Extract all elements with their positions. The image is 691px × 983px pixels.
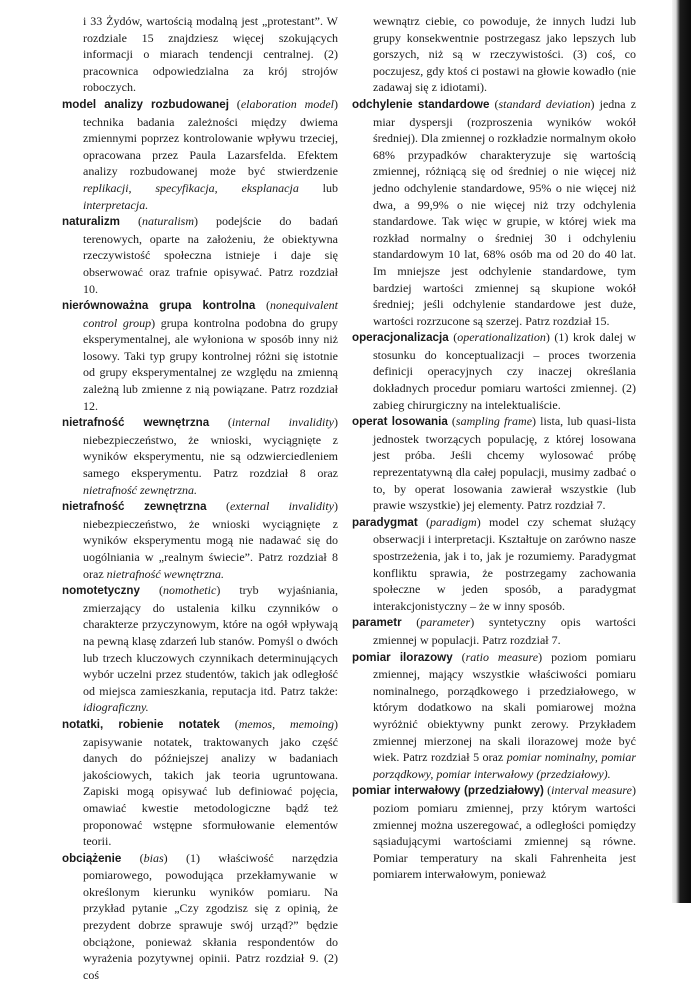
entry-connector: lub <box>322 180 338 195</box>
entry-definition: syntetyczny opis wartości zmiennej w populacji. Patrz rozdział 7. <box>373 615 636 647</box>
entry-original-term: elaboration model <box>240 96 335 111</box>
entry-original-term: naturalism <box>142 214 195 229</box>
entry-original-term: internal invalidity <box>231 415 334 430</box>
entry-term: nierównoważna grupa kontrolna <box>62 299 256 313</box>
entry-original-term: nonequivalent control group <box>83 298 338 330</box>
entry-term: naturalizm <box>62 215 120 229</box>
glossary-entry-parametr: parametr (parameter) syntetyczny opis wartości zmiennej w populacji. Patrz rozdział 7. <box>352 615 636 647</box>
entry-definition: niebezpieczeństwo, że wnioski wyciągnięte z wyników eksperymentu mogą nie nadawać się do uogólniania w „realnym świecie”. Patrz rozdział 8 oraz <box>83 516 338 581</box>
entry-definition: lista, lub quasi-lista jednostek tworzących populację, z której losowana jest próba. Jeśli chcemy wylosować próbę reprezentatywną dla całej populacji, musimy zadbać o to, by operat losowania zawierał wszystkie (lub prawie wszystkie) jej elementy. Patrz rozdział 7. <box>373 414 637 513</box>
entry-definition: niebezpieczeństwo, że wnioski, wyciągnięte z wyników eksperymentu, nie są odzwierciedleniem samego eksperymentu. Patrz rozdział 8 oraz <box>83 432 338 481</box>
entry-original-term: parameter <box>420 615 471 630</box>
entry-term: operacjonalizacja <box>352 331 449 345</box>
entry-original-term: bias <box>143 850 164 865</box>
entry-term: paradygmat <box>352 515 418 529</box>
entry-definition: model czy schemat służący obserwacji i interpretacji. Kształtuje on zarówno nasze spostrzeżenia, jak i to, jak je rozumiemy. Paradygmat konfliktu sprawia, że postrzegamy zachowania społeczne w jeden sposób, a paradygmat interakcjonistyczny – że w inny sposób. <box>373 514 636 613</box>
entry-term: model analizy rozbudowanej <box>62 97 229 111</box>
entry-definition: tryb wyjaśniania, zmierzający do ustalenia kilku czynników o charakterze przyczynowym, które na ogół wpływają na pewną klasę zdarzeń lub stanów. Pomyśl o dwóch lub trzech kluczowych czynnikach determinujących wybór uczelni przez studentów, takich jak odległość od miejsca zamieszkania, reputacja itd. Patrz także: <box>83 583 339 698</box>
glossary-entry-nietrafnosc-zewnetrzna: nietrafność zewnętrzna (external invalidity) niebezpieczeństwo, że wnioski wyciągnięte z wyników eksperymentu mogą nie nadawać się do uogólniania w „realnym świecie”. Patrz rozdział 8 oraz nietrafność wewnętrzna. <box>62 499 339 581</box>
entry-original-term: external invalidity <box>229 499 335 514</box>
glossary-entry-operat-losowania: operat losowania (sampling frame) lista, lub quasi-lista jednostek tworzących populację, z której losowana jest próba. Jeśli chcemy wylosować próbę reprezentatywną dla całej populacji, musimy zadbać o to, by operat losowania zawierał wszystkie (lub prawie wszystkie) jej elementy. Patrz rozdział 7. <box>352 414 637 513</box>
entry-term: nietrafność zewnętrzna <box>62 500 207 514</box>
entry-term: nietrafność wewnętrzna <box>62 416 210 430</box>
entry-definition: jedna z miar dyspersji (rozproszenia wyników wokół średniej). Dla zmiennej o rozkładzie normalnym około 68% przypadków charakteryzuje się wartością zmiennej, różniącą się od średniej o nie więcej niż jedno odchylenie standardowe, 95% o nie więcej niż dwa, a 99,9% o nie więcej niż trzy odchylenia standardowe. Tak więc w grupie, w której wiek ma rozkład normalny o średniej 30 i odchyleniu standardowym 10 lat, 68% osób ma od 20 do 40 lat. Im mniejsze jest odchylenie standardowe, tym bardziej wartości zmiennej są skupione wokół średniej; jeśli odchylenie standardowe jest duże, wartości rozrzucone są szerzej. Patrz rozdział 15. <box>373 96 637 328</box>
entry-original-term: sampling frame <box>455 414 533 429</box>
glossary-entry-nomotetyczny: nomotetyczny (nomothetic) tryb wyjaśniania, zmierzający do ustalenia kilku czynników o charakterze przyczynowym, które na ogół wpływają na pewną klasę zdarzeń lub stanów. Pomyśl o dwóch lub trzech kluczowych czynnikach determinujących wybór uczelni przez studentów, takich jak odległość od miejsca zamieszkania, reputacja itd. Patrz także: idiograficzny. <box>62 583 339 715</box>
entry-term: odchylenie standardowe <box>352 97 490 111</box>
entry-original-term: paradigm <box>430 514 477 529</box>
right-column <box>352 13 636 883</box>
entry-original-term: interval measure <box>551 783 632 798</box>
entry-definition: zapisywanie notatek, traktowanych jako część danych do późniejszej analizy w badaniach jakościowych, takich jak teoria ugruntowana. Zapiski mogą opisywać lub definiować pojęcia, omawiać kwestie metodologiczne bądź też proponować wstępne sformułowanie elementów teorii. <box>83 734 338 849</box>
glossary-entry-nietrafnosc-wewnetrzna: nietrafność wewnętrzna (internal invalidity) niebezpieczeństwo, że wnioski, wyciągnięte z wyników eksperymentu, nie są odzwierciedleniem samego eksperymentu. Patrz rozdział 8 oraz nietrafność zewnętrzna. <box>62 415 338 497</box>
entry-term: notatki, robienie notatek <box>62 717 220 731</box>
entry-see-also: nietrafność wewnętrzna. <box>106 566 224 581</box>
entry-italic-refs: replikacji, specyfikacja, eksplanacja <box>83 180 299 195</box>
entry-definition: poziom pomiaru zmiennej, przy którym wartości zmiennej można uszeregować, a odległości pomiędzy sąsiadującymi wartościami zmiennej są równe. Pomiar temperatury na skali Fahrenheita jest pomiarem interwałowym, ponieważ <box>373 800 636 882</box>
entry-see-also: pomiar nominalny, pomiar porządkowy, pomiar interwałowy (przedziałowy). <box>373 750 636 781</box>
glossary-entry-operacjonalizacja: operacjonalizacja (operationalization) (1) krok dalej w stosunku do konceptualizacji – proces tworzenia definicji operacyjnych czy inaczej określania dokładnych procedur pomiaru wartości zmiennej. (2) zabieg chirurgiczny na intelektualiście. <box>352 330 637 412</box>
glossary-entry-naturalizm: naturalizm (naturalism) podejście do badań terenowych, oparte na założeniu, że obiektywna rzeczywistość społeczna istnieje i daje się obserwować oraz trafnie opisywać. Patrz rozdział 10. <box>62 214 339 296</box>
entry-term: pomiar ilorazowy <box>352 650 453 664</box>
entry-original-term: operationalization <box>457 330 546 345</box>
entry-see-also: nietrafność zewnętrzna. <box>83 482 197 497</box>
entry-continuation: wewnątrz ciebie, co powoduje, że innych ludzi lub grupy konsekwentnie postrzegasz jako lepszych lub gorszych, niż są w rzeczywistości. (3) coś, co poczujesz, gdy ktoś ci postawi na głowie kowadło (nie zadawaj się z idiotami). <box>373 14 636 95</box>
entry-definition: (1) właściwość narzędzia pomiarowego, powodująca przekłamywanie w określonym kierunku wyników pomiaru. Na przykład pytanie „Czy zgodzisz się z opinią, że prezydent dobrze sprawuje swój urząd?” będzie obciążone, ponieważ skłania respondentów do wyrażenia pozytywnej opinii. Patrz rozdział 9. (2) coś <box>83 850 338 982</box>
entry-definition: podejście do badań terenowych, oparte na założeniu, że obiektywna rzeczywistość społeczna istnieje i daje się obserwować oraz trafnie opisywać. Patrz rozdział 10. <box>83 214 339 296</box>
entry-original-term: memos, memoing <box>238 716 334 731</box>
entry-original-term: standard deviation <box>498 96 591 111</box>
entry-term: nomotetyczny <box>62 584 140 598</box>
entry-definition: grupa kontrolna podobna do grupy eksperymentalnej, ale wyłoniona w sposób inny niż losowy. Taki typ grupy kontrolnej różni się istotnie od grupy eksperymentalnej ze względu na zmienną zależną lub zmienne z nią powiązane. Patrz rozdział 12. <box>83 315 339 413</box>
entry-term: obciążenie <box>62 851 122 865</box>
entry-definition: poziom pomiaru zmiennej, mający wszystkie właściwości pomiaru nominalnego, porządkowego i przedziałowego, w którym dodatkowo na skali pomiarowej można wyróżnić obiektywny punkt zerowy. Przykładem zmiennej mierzonej na skali ilorazowej może być wiek. Patrz rozdział 5 oraz <box>373 649 637 765</box>
page-edge-shadow <box>672 0 691 903</box>
glossary-entry-notatki: notatki, robienie notatek (memos, memoing) zapisywanie notatek, traktowanych jako część danych do późniejszej analizy w badaniach jakościowych, takich jak teoria ugruntowana. Zapiski mogą opisywać lub definiować pojęcia, omawiać kwestie metodologiczne bądź też proponować wstępne sformułowanie elementów teorii. <box>62 716 338 849</box>
glossary-entry-pomiar-ilorazowy: pomiar ilorazowy (ratio measure) poziom pomiaru zmiennej, mający wszystkie właściwości pomiaru nominalnego, porządkowego i przedziałowego, w którym dodatkowo na skali pomiarowej można wyróżnić obiektywny punkt zerowy. Przykładem zmiennej mierzonej na skali ilorazowej może być wiek. Patrz rozdział 5 oraz pomiar nominalny, pomiar porządkowy, pomiar interwałowy (przedziałowy). <box>352 649 637 781</box>
entry-term: parametr <box>352 616 402 630</box>
glossary-entry-paradygmat: paradygmat (paradigm) model czy schemat służący obserwacji i interpretacji. Kształtuje on zarówno nasze spostrzeżenia, jak i to, jak je rozumiemy. Paradygmat konfliktu sprawia, że postrzegamy zachowania społeczne w jeden sposób, a paradygmat interakcjonistyczny – że w inny sposób. <box>352 514 636 613</box>
glossary-entry-nierownowazna-grupa-kontrolna: nierównoważna grupa kontrolna (nonequivalent control group) grupa kontrolna podobna do grupy eksperymentalnej, ale wyłoniona w sposób inny niż losowy. Taki typ grupy kontrolnej różni się istotnie od grupy eksperymentalnej ze względu na zmienną zależną lub zmienne z nią powiązane. Patrz rozdział 12. <box>62 298 339 413</box>
left-column <box>62 13 338 983</box>
glossary-entry-obciazenie: obciążenie (bias) (1) właściwość narzędzia pomiarowego, powodująca przekłamywanie w określonym kierunku wyników pomiaru. Na przykład pytanie „Czy zgodzisz się z opinią, że prezydent dobrze sprawuje swój urząd?” będzie obciążone, ponieważ skłania respondentów do wyrażenia pozytywnej opinii. Patrz rozdział 9. (2) coś <box>62 850 338 982</box>
entry-tail-ref: interpretacja. <box>83 197 149 212</box>
glossary-entry-pomiar-interwalowy: pomiar interwałowy (przedziałowy) (interval measure) poziom pomiaru zmiennej, przy którym wartości zmiennej można uszeregować, a odległości pomiędzy sąsiadującymi wartościami zmiennej są równe. Pomiar temperatury na skali Fahrenheita jest pomiarem interwałowym, ponieważ <box>352 783 636 882</box>
entry-term: operat losowania <box>352 415 448 429</box>
glossary-entry-model-analizy-rozbudowanej: model analizy rozbudowanej (elaboration model) technika badania zależności między dwiema zmiennymi poprzez kontrolowanie wpływu trzeciej, opracowana przez Paula Lazarsfelda. Efektem analizy rozbudowanej może być stwierdzenie replikacji, specyfikacja, eksplanacja lub interpretacja. <box>62 96 339 212</box>
entry-original-term: nomothetic <box>162 583 217 598</box>
entry-term: pomiar interwałowy (przedziałowy) <box>352 784 544 798</box>
entry-continuation: i 33 Żydów, wartością modalną jest „protestant”. W rozdziale 15 znajdziesz więcej szokujących informacji o miarach tendencji centralnej. (2) pracownica odpowiedzialna za krój strojów roboczych. <box>83 14 338 95</box>
entry-definition: technika badania zależności między dwiema zmiennymi poprzez kontrolowanie wpływu trzeciej, opracowana przez Paula Lazarsfelda. Efektem analizy rozbudowanej może być stwierdzenie <box>83 114 338 179</box>
entry-original-term: ratio measure <box>465 649 539 664</box>
entry-definition: (1) krok dalej w stosunku do konceptualizacji – proces tworzenia definicji operacyjnych czy inaczej określania dokładnych procedur pomiaru wartości zmiennej. (2) zabieg chirurgiczny na intelektualiście. <box>373 330 637 412</box>
entry-see-also: idiograficzny. <box>83 700 149 715</box>
glossary-entry-odchylenie-standardowe: odchylenie standardowe (standard deviation) jedna z miar dyspersji (rozproszenia wyników wokół średniej). Dla zmiennej o rozkładzie normalnym około 68% przypadków charakteryzuje się wartością zmiennej, różniącą się od średniej o nie więcej niż jedno odchylenie standardowe, 95% o nie więcej niż dwa, a 99,9% o nie więcej niż trzy odchylenia standardowe. Tak więc w grupie, w której wiek ma rozkład normalny o średniej 30 i odchyleniu standardowym 10 lat, 68% osób ma od 20 do 40 lat. Im mniejsze jest odchylenie standardowe, tym bardziej wartości zmiennej są skupione wokół średniej; jeśli odchylenie standardowe jest duże, wartości rozrzucone są szerzej. Patrz rozdział 15. <box>352 96 637 328</box>
